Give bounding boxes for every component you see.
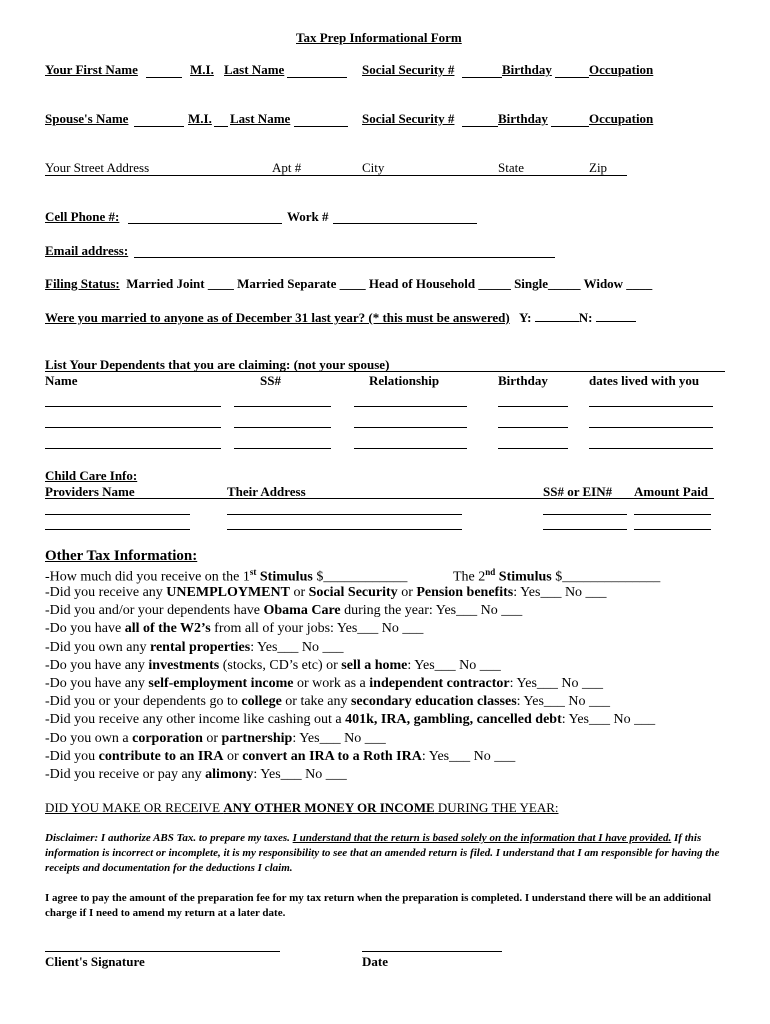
childcare-col-amount: Amount Paid	[634, 484, 709, 499]
apt-label: Apt #	[272, 160, 302, 175]
work-phone-label: Work #	[287, 209, 329, 224]
tax-question: -Did you or your dependents go to college or take any secondary education classes: Yes___ No ___	[45, 694, 611, 710]
filing-status-row	[45, 276, 652, 292]
spouse-name-label: Spouse's Name	[45, 111, 129, 126]
stimulus2-question: The 2nd Stimulus $______________	[453, 567, 661, 585]
married-no-label: N:	[578, 310, 593, 325]
street-address-label: Your Street Address	[45, 160, 150, 175]
first-name-label: Your First Name	[45, 62, 138, 77]
married-question-row	[45, 310, 636, 326]
tax-question: -Did you receive any other income like cashing out a 401k, IRA, gambling, cancelled debt: Yes___ No ___	[45, 712, 656, 728]
dependents-col-dates: dates lived with you	[589, 373, 700, 388]
agreement-text: I agree to pay the amount of the preparation fee for my tax return when the preparation is completed. I understand there will be an additional charge if I need to amend my return at a later date.	[45, 892, 712, 919]
dependents-col-relationship: Relationship	[369, 373, 440, 388]
birthday-label: Birthday	[502, 62, 552, 77]
filing-status-label: Filing Status:	[45, 276, 120, 291]
dependents-col-ss: SS#	[260, 373, 281, 388]
state-label: State	[498, 160, 524, 175]
filing-option-head-of-household: Head of Household _____	[368, 276, 511, 291]
filing-option-widow: Widow ____	[583, 276, 653, 291]
spouse-occupation-label: Occupation	[589, 111, 654, 126]
dependents-col-birthday: Birthday	[498, 373, 548, 388]
spouse-ssn-label: Social Security #	[362, 111, 455, 126]
email-label: Email address:	[45, 243, 129, 258]
childcare-col-provider: Providers Name	[45, 484, 135, 499]
last-name-label: Last Name	[224, 62, 285, 77]
form-title: Tax Prep Informational Form	[296, 30, 462, 45]
spouse-mi-label: M.I.	[188, 111, 212, 126]
tax-question: -Do you own a corporation or partnership: Yes___ No ___	[45, 730, 386, 746]
date-label: Date	[362, 954, 388, 969]
tax-question: -Did you and/or your dependents have Obama Care during the year: Yes___ No ___	[45, 603, 523, 619]
childcare-col-ein: SS# or EIN#	[543, 484, 613, 499]
tax-question: -Do you have any self-employment income or work as a independent contractor: Yes___ No ___	[45, 676, 604, 691]
other-tax-heading: Other Tax Information:	[45, 548, 198, 564]
filing-option-married-joint: Married Joint ____	[126, 276, 234, 291]
tax-question: -Do you have any investments (stocks, CD’s etc) or sell a home: Yes___ No ___	[45, 657, 501, 673]
other-money-question: DID YOU MAKE OR RECEIVE ANY OTHER MONEY OR INCOME DURING THE YEAR:	[45, 800, 559, 815]
zip-label: Zip	[589, 160, 608, 175]
tax-question: -Did you own any rental properties: Yes___ No ___	[45, 639, 344, 655]
tax-question: -Do you have all of the W2’s from all of your jobs: Yes___ No ___	[45, 621, 424, 637]
tax-question: -Did you receive any UNEMPLOYMENT or Social Security or Pension benefits: Yes___ No ___	[45, 585, 607, 600]
tax-question: -Did you contribute to an IRA or convert an IRA to a Roth IRA: Yes___ No ___	[45, 748, 516, 764]
city-label: City	[362, 160, 385, 175]
ssn-label: Social Security #	[362, 62, 455, 77]
tax-question: -Did you receive or pay any alimony: Yes___ No ___	[45, 767, 347, 782]
childcare-heading: Child Care Info:	[45, 468, 138, 483]
filing-option-single: Single_____	[514, 276, 581, 291]
disclaimer: Disclaimer: I authorize ABS Tax. to prepare my taxes. I understand that the return is based solely on the information that I have provided. If this information is incorrect or incomplete, it is my responsibility to see that an amended return is filed. I understand that I am responsible for having the receipts and documentation for the deductions I claim.	[45, 832, 720, 874]
married-question: Were you married to anyone as of December 31 last year? (* this must be answered)	[45, 310, 510, 325]
mi-label: M.I.	[190, 62, 214, 77]
dependents-col-name: Name	[45, 373, 78, 388]
client-signature-label: Client's Signature	[45, 954, 145, 969]
filing-option-married-separate: Married Separate ____	[237, 276, 366, 291]
occupation-label: Occupation	[589, 62, 654, 77]
spouse-birthday-label: Birthday	[498, 111, 548, 126]
stimulus-question: -How much did you receive on the 1st Stimulus $____________	[45, 567, 408, 585]
dependents-heading: List Your Dependents that you are claiming: (not your spouse)	[45, 357, 390, 372]
married-yes-label: Y:	[518, 310, 532, 325]
cell-phone-label: Cell Phone #:	[45, 209, 120, 224]
spouse-last-name-label: Last Name	[230, 111, 291, 126]
childcare-col-address: Their Address	[227, 484, 306, 499]
